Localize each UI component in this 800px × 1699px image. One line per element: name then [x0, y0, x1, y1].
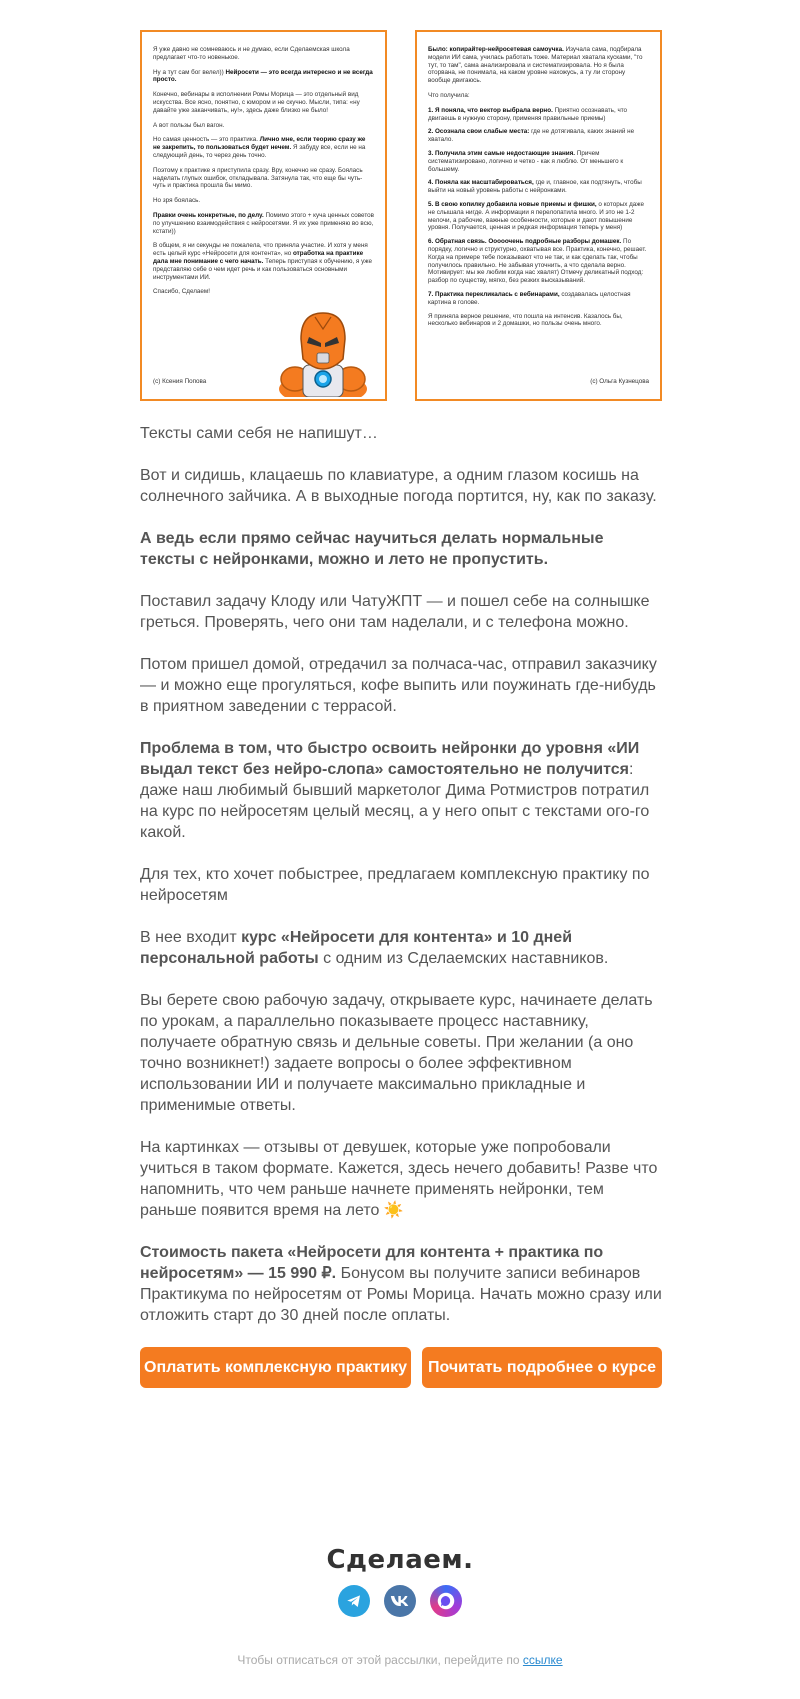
unsubscribe-note — [0, 1653, 800, 1667]
paragraph: Тексты сами себя не напишут… — [140, 425, 378, 442]
review-list-item: 6. Обратная связь. Ооооочень подробные разборы домашек. По порядку, логично и структурно, охватывая все. Практика, конечно, решает. Когда на примере тебе показывают что не так, и как сделать так, чтобы получилось правильно. Не забывая уточнить, а что сделала верно. Мотивирует: мы же любим когда нас хвалят) Отмечу деликатный подход: разбор по существу, мягко, без резких высказываний. — [428, 238, 647, 285]
review-text: Но самая ценность — это практика. Лично мне, если теорию сразу же не закрепить, то пользоваться будет нечем. Я забуду все, если не на следующий день, то через день точно. — [153, 136, 366, 159]
pay-practice-button[interactable]: Оплатить комплексную практику — [140, 1347, 411, 1388]
paragraph: В нее входит курс «Нейросети для контента» и 10 дней персональной работы с одним из Сделаемских наставников. — [140, 929, 609, 967]
paragraph: Вы берете свою рабочую задачу, открываете курс, начинаете делать по урокам, а параллельно показываете процесс наставнику, получаете обратную связь и дельные советы. При желании (а оно точно возникнет!) задаете вопросы о более эффективном использовании ИИ и получаете максимально прикладные и применимые ответы. — [140, 992, 653, 1114]
max-icon[interactable] — [430, 1585, 462, 1617]
email-body — [140, 423, 662, 1326]
review-list-item: 5. В свою копилку добавила новые приемы и фишки, о которых даже не слышала нигде. А информации я перелопатила много. И это не 1-2 мелочи, а рабочие, важные особенности, которые и дают повышение уровня. Получается, ценная и редкая информация теперь у меня) — [428, 200, 645, 232]
brand-logo[interactable]: Сделаем. — [326, 1545, 474, 1575]
robot-mascot-icon — [277, 309, 369, 397]
review-text: Спасибо, Сделаем! — [153, 288, 211, 296]
paragraph: Для тех, кто хочет побыстрее, предлагаем комплексную практику по нейросетям — [140, 866, 650, 904]
review-text: Правки очень конкретные, по делу. Помимо этого + куча ценных советов по улучшению взаимодействия с нейросетями. Я их уже применяю во всю, кстати)) — [153, 211, 375, 235]
paragraph: Вот и сидишь, клацаешь по клавиатуре, а одним глазом косишь на солнечного зайчика. А в выходные погода портится, ну, как по заказу. — [140, 467, 657, 505]
review-list-item: 4. Поняла как масштабироваться, где и, главное, как подтянуть, чтобы выйти на новый уровень работы с нейронками. — [428, 179, 642, 195]
review-text: А вот пользы был вагон. — [153, 121, 225, 129]
email-content — [140, 30, 662, 1388]
review-card-left — [140, 30, 387, 401]
review-text: Конечно, вебинары в исполнении Ромы Морица — это отдельный вид искусства. Все ясно, понятно, с юмором и не скучно. Мысли, типа: «ну давайте уже заканчивать, ну!», здесь даже близко не было! — [153, 91, 360, 114]
review-list-item: 7. Практика перекликалась с вебинарами, создавалась целостная картина в голове. — [428, 290, 631, 306]
review-text: Было: копирайтер-нейросетевая самоучка. Изучала сама, подбирала модели ИИ сама, училась работать тоже. Материал хватала кусками, "то тут, то там", сама анализировала и систематизировала. Но я была оторвана, не понимала, на каком уровне нахожусь, а ту ли сторону вообще двигаюсь. — [428, 46, 643, 85]
review-text: В общем, я ни секунды не пожалела, что приняла участие. И хотя у меня есть целый курс «Нейросети для контента», но отработка на практике дала мне понимание с чего начать. Теперь приступая к обучению, я уже представляю себе о чем идет речь и как пользоваться основными инструментами ИИ. — [153, 242, 373, 281]
unsubscribe-text: Чтобы отписаться от этой рассылки, перейдите по — [237, 1653, 523, 1667]
review-text: Но зря боялась. — [153, 197, 201, 205]
review-text: Я уже давно не сомневаюсь и не думаю, если Сделаемская школа предлагает что-то новенькое. — [153, 46, 350, 61]
review-text: Я приняла верное решение, что пошла на интенсив. Казалось бы, несколько вебинаров и 2 домашки, но пользы очень много. — [428, 312, 623, 328]
review-card-right — [415, 30, 662, 401]
cta-buttons — [140, 1347, 662, 1388]
review-text: Что получила: — [428, 91, 470, 99]
telegram-icon[interactable] — [338, 1585, 370, 1617]
paragraph: Потом пришел домой, отредачил за полчаса-час, отправил заказчику — и можно еще прогуляться, кофе выпить или поужинать где-нибудь в приятном заведении с террасой. — [140, 656, 657, 715]
paragraph: Проблема в том, что быстро освоить нейронки до уровня «ИИ выдал текст без нейро-слопа» самостоятельно не получится: даже наш любимый бывший маркетолог Дима Ротмистров потратил на курс по нейросетям целый месяц, а у него опыт с текстами ого-го какой. — [140, 740, 650, 841]
review-text: Поэтому к практике я приступила сразу. Вру, конечно не сразу. Боялась наделать глупых ошибок, откладывала. Затянула так, что еще бы чуть-чуть и практика прошла бы мимо. — [153, 166, 363, 190]
paragraph: Поставил задачу Клоду или ЧатуЖПТ — и пошел себе на солнышке греться. Проверять, чего они там наделали, и с телефона можно. — [140, 593, 650, 631]
review-list-item: 2. Осознала свои слабые места: где не дотягивала, каких знаний не хватало. — [428, 128, 635, 144]
review-text: Ну а тут сам бог велел)) Нейросети — это всегда интересно и не всегда просто. — [153, 68, 373, 84]
vk-icon[interactable] — [384, 1585, 416, 1617]
unsubscribe-link[interactable]: ссылке — [522, 1653, 563, 1667]
course-details-button[interactable]: Почитать подробнее о курсе — [422, 1347, 662, 1388]
review-list-item: 3. Получила этим самые недостающие знания. Причем систематизировано, логично и четко - как я люблю. От меньшего к большему. — [428, 149, 624, 173]
footer — [0, 1545, 800, 1617]
paragraph: На картинках — отзывы от девушек, которые уже попробовали учиться в таком формате. Кажется, здесь нечего добавить! Разве что напомнить, что чем раньше начнете применять нейронки, тем раньше появится время на лето ☀️ — [140, 1139, 658, 1219]
paragraph: А ведь если прямо сейчас научиться делать нормальные тексты с нейронками, можно и лето не пропустить. — [140, 530, 604, 568]
review-signature: (с) Ксения Попова — [153, 378, 207, 385]
reviews-row — [140, 30, 662, 401]
social-links — [0, 1585, 800, 1617]
review-list-item: 1. Я поняла, что вектор выбрала верно. Приятно осознавать, что двигаешь в нужную сторону, применяя правильные приемы) — [428, 106, 628, 122]
paragraph: Стоимость пакета «Нейросети для контента + практика по нейросетям» — 15 990 ₽. Бонусом вы получите записи вебинаров Практикума по нейросетям от Ромы Морица. Начать можно сразу или отложить старт до 30 дней после оплаты. — [140, 1244, 662, 1324]
review-signature: (с) Ольга Кузнецова — [590, 378, 649, 385]
